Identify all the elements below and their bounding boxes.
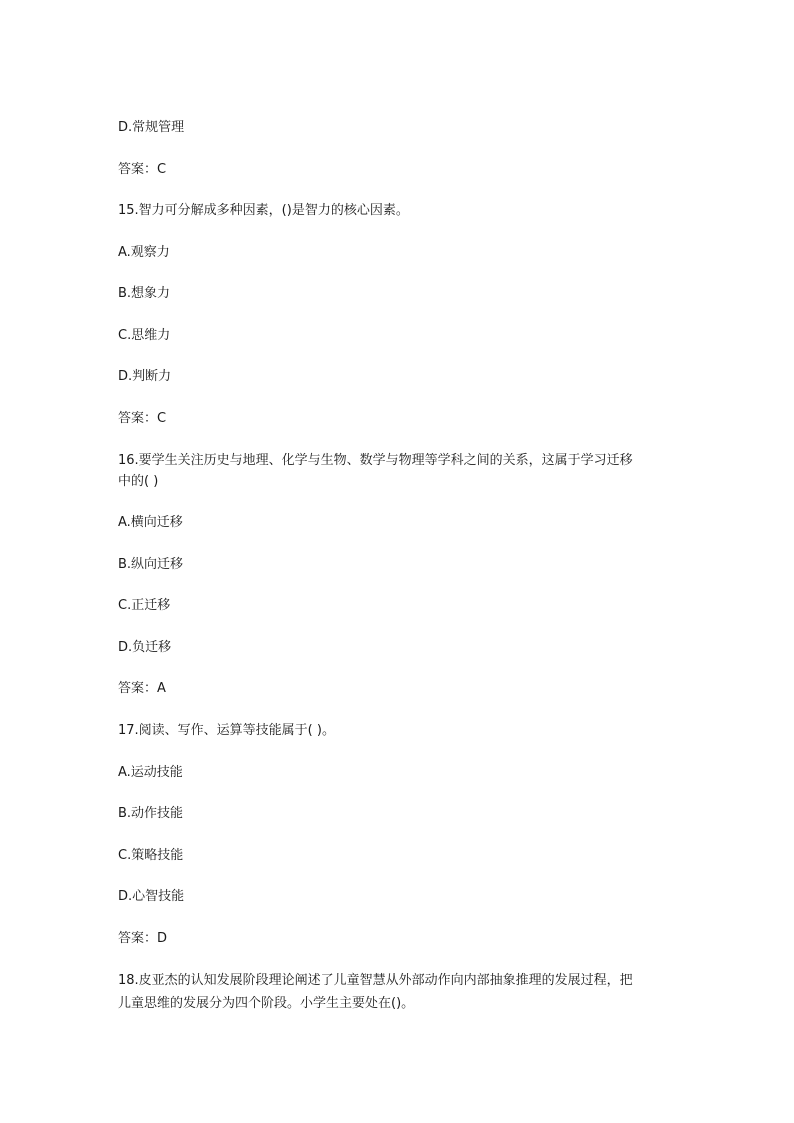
answer-q16: 答案：A bbox=[118, 681, 166, 696]
answer-q17: 答案：D bbox=[118, 931, 168, 946]
option-c-q15: C.思维力 bbox=[118, 328, 171, 343]
option-b-q15: B.想象力 bbox=[118, 286, 171, 301]
question-18-line2: 儿童思维的发展分为四个阶段。小学生主要处在()。 bbox=[118, 996, 415, 1011]
option-d-q14: D.常规管理 bbox=[118, 120, 185, 135]
option-c-q16: C.正迁移 bbox=[118, 598, 171, 613]
question-16-line2: 中的( ) bbox=[118, 474, 159, 489]
question-18-line1: 18.皮亚杰的认知发展阶段理论阐述了儿童智慧从外部动作向内部抽象推理的发展过程，把 bbox=[118, 973, 633, 988]
option-d-q17: D.心智技能 bbox=[118, 889, 185, 904]
option-d-q16: D.负迁移 bbox=[118, 640, 172, 655]
question-17: 17.阅读、写作、运算等技能属于( )。 bbox=[118, 723, 335, 738]
option-b-q17: B.动作技能 bbox=[118, 806, 184, 821]
option-a-q15: A.观察力 bbox=[118, 245, 170, 260]
question-15: 15.智力可分解成多种因素，()是智力的核心因素。 bbox=[118, 203, 409, 218]
option-b-q16: B.纵向迁移 bbox=[118, 557, 184, 572]
answer-q14: 答案：C bbox=[118, 162, 167, 177]
question-16-line1: 16.要学生关注历史与地理、化学与生物、数学与物理等学科之间的关系，这属于学习迁移 bbox=[118, 453, 633, 468]
option-c-q17: C.策略技能 bbox=[118, 848, 184, 863]
answer-q15: 答案：C bbox=[118, 411, 167, 426]
option-d-q15: D.判断力 bbox=[118, 369, 172, 384]
option-a-q16: A.横向迁移 bbox=[118, 515, 183, 530]
option-a-q17: A.运动技能 bbox=[118, 765, 183, 780]
